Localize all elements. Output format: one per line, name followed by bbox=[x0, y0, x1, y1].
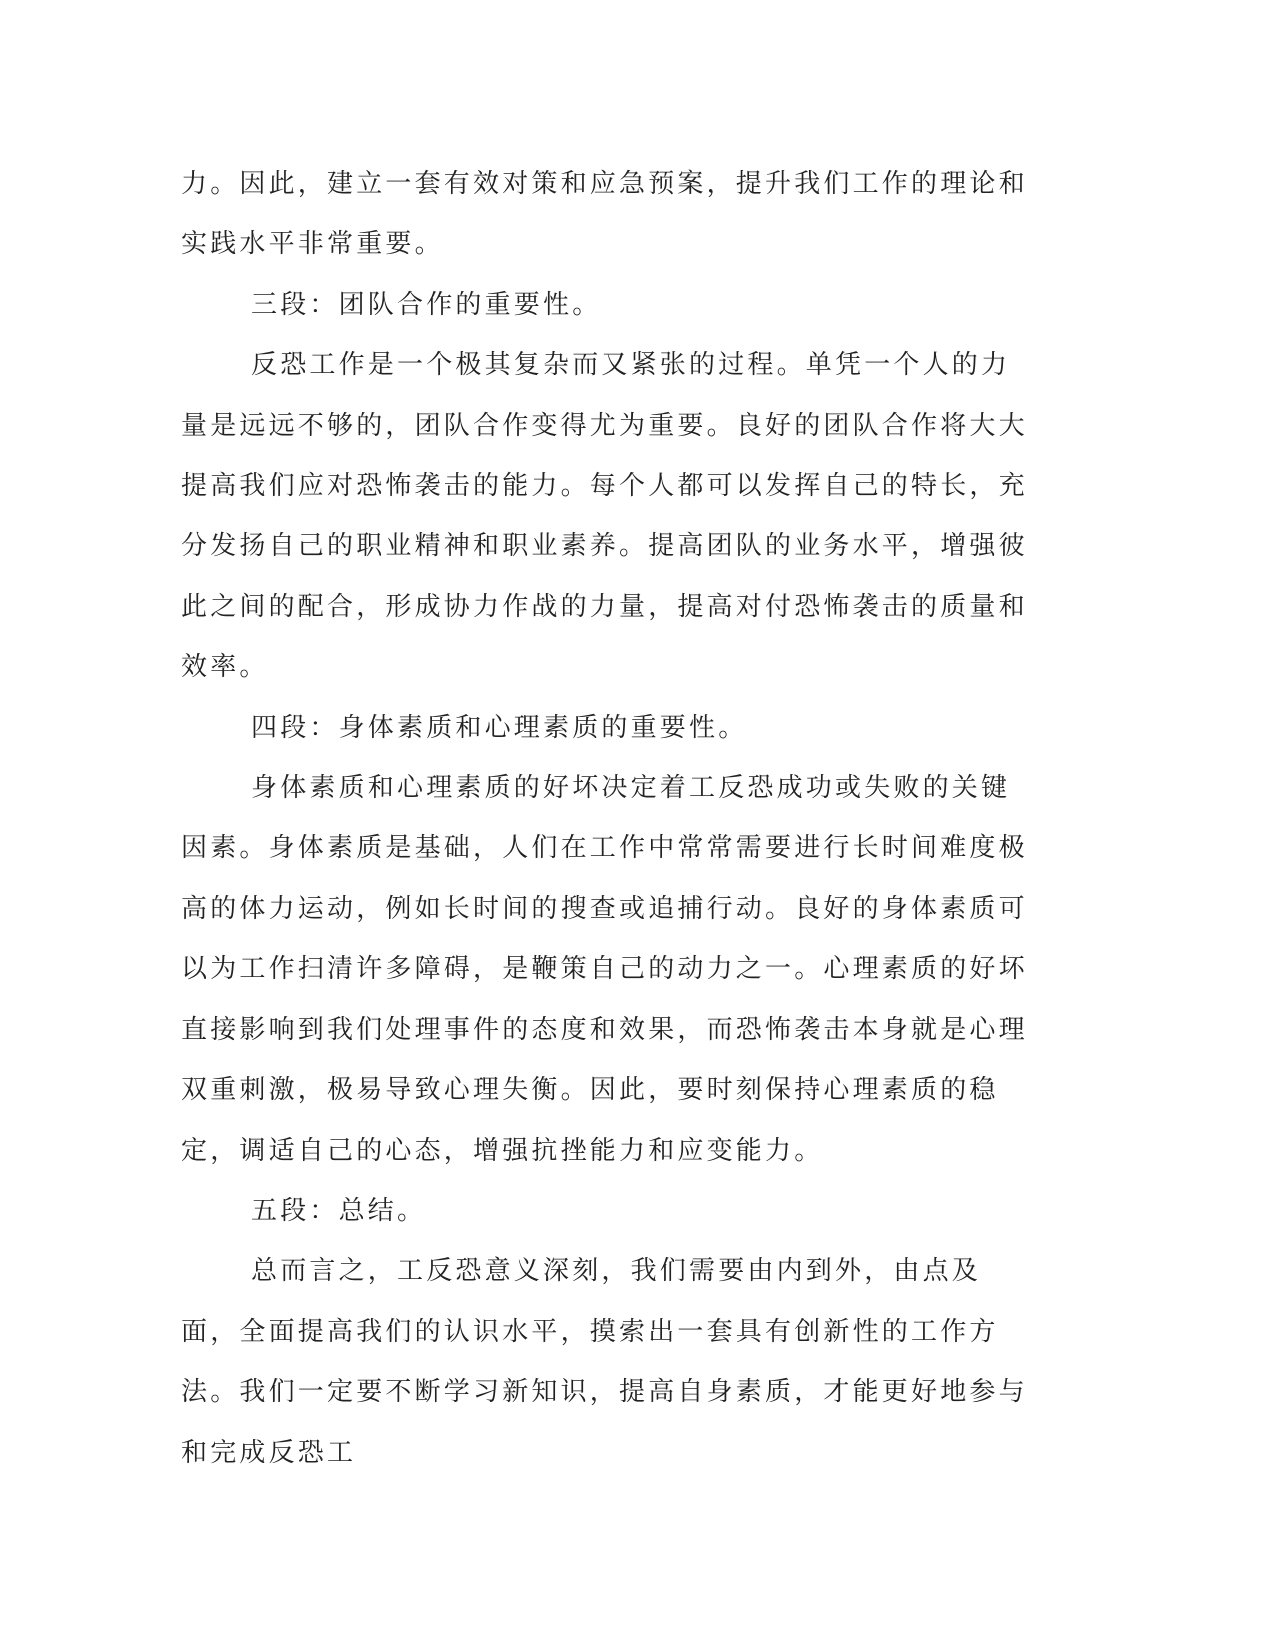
section-heading-5: 五段：总结。 bbox=[251, 1195, 427, 1226]
document-body bbox=[181, 154, 1031, 1483]
paragraph-teamwork: 反恐工作是一个极其复杂而又紧张的过程。单凭一个人的力量是远远不够的，团队合作变得尤为重要。良好的团队合作将大大提高我们应对恐怖袭击的能力。每个人都可以发挥自己的特长，充分发扬自己的职业精神和职业素养。提高团队的业务水平，增强彼此之间的配合，形成协力作战的力量，提高对付恐怖袭击的质量和效率。 bbox=[181, 350, 1028, 683]
section-heading-3: 三段：团队合作的重要性。 bbox=[251, 289, 602, 320]
section-heading-4: 四段：身体素质和心理素质的重要性。 bbox=[251, 712, 748, 743]
paragraph-continuation: 力。因此，建立一套有效对策和应急预案，提升我们工作的理论和实践水平非常重要。 bbox=[181, 169, 1028, 260]
paragraph-summary: 总而言之，工反恐意义深刻，我们需要由内到外，由点及面，全面提高我们的认识水平，摸索出一套具有创新性的工作方法。我们一定要不断学习新知识，提高自身素质，才能更好地参与和完成反恐工 bbox=[181, 1256, 1028, 1468]
paragraph-physical-mental: 身体素质和心理素质的好坏决定着工反恐成功或失败的关键因素。身体素质是基础，人们在工作中常常需要进行长时间难度极高的体力运动，例如长时间的搜查或追捕行动。良好的身体素质可以为工作扫清许多障碍，是鞭策自己的动力之一。心理素质的好坏直接影响到我们处理事件的态度和效果，而恐怖袭击本身就是心理双重刺激，极易导致心理失衡。因此，要时刻保持心理素质的稳定，调适自己的心态，增强抗挫能力和应变能力。 bbox=[181, 773, 1028, 1166]
